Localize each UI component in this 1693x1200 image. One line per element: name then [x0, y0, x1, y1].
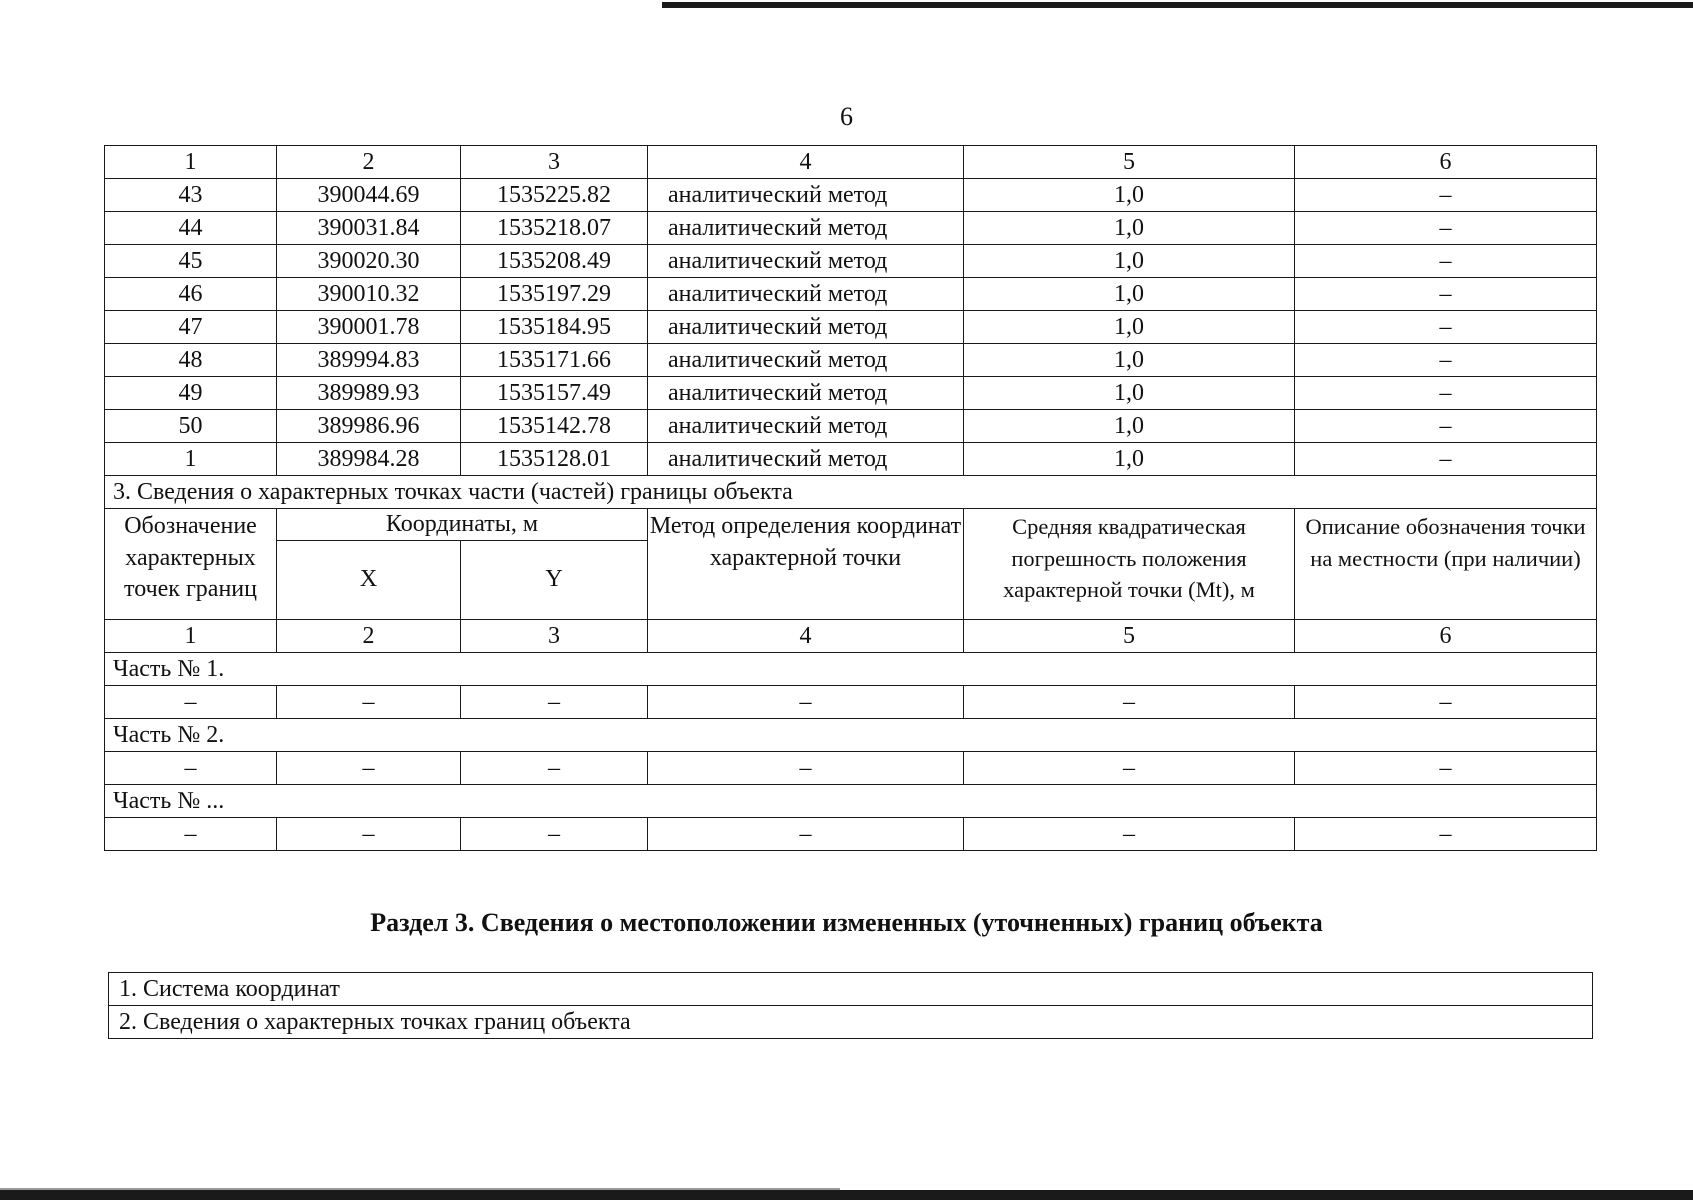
header-description: Описание обозначения точки на местности (при наличии) — [1295, 509, 1597, 620]
table-row — [105, 686, 1597, 719]
header-mt: Средняя квадратическая погрешность положения характерной точки (Mt), м — [964, 509, 1295, 620]
point-number: 50 — [105, 410, 277, 443]
part-cell: – — [1295, 686, 1597, 719]
point-number: 1 — [105, 443, 277, 476]
section-title: 3. Сведения о характерных точках части (частей) границы объекта — [105, 476, 1597, 509]
column-number: 5 — [964, 620, 1295, 653]
table-row — [105, 410, 1597, 443]
error-mt: 1,0 — [964, 344, 1295, 377]
coord-x: 389984.28 — [277, 443, 461, 476]
part-label: Часть № 2. — [105, 719, 1597, 752]
part-cell: – — [648, 686, 964, 719]
column-number: 4 — [648, 146, 964, 179]
error-mt: 1,0 — [964, 443, 1295, 476]
table-row — [105, 179, 1597, 212]
error-mt: 1,0 — [964, 179, 1295, 212]
point-number: 46 — [105, 278, 277, 311]
part-cell: – — [964, 752, 1295, 785]
coord-y: 1535171.66 — [461, 344, 648, 377]
column-numbers-row — [105, 620, 1597, 653]
header-coordinates: Координаты, м — [277, 509, 648, 541]
coord-y: 1535128.01 — [461, 443, 648, 476]
part-cell: – — [105, 686, 277, 719]
part-cell: – — [964, 686, 1295, 719]
column-number: 6 — [1295, 620, 1597, 653]
column-number: 3 — [461, 146, 648, 179]
part-cell: – — [1295, 818, 1597, 851]
error-mt: 1,0 — [964, 278, 1295, 311]
column-number: 1 — [105, 146, 277, 179]
part-cell: – — [461, 686, 648, 719]
header-x: X — [277, 541, 461, 620]
method: аналитический метод — [648, 179, 964, 212]
method: аналитический метод — [648, 311, 964, 344]
description: – — [1295, 245, 1597, 278]
error-mt: 1,0 — [964, 245, 1295, 278]
boundary-points-row: 2. Сведения о характерных точках границ объекта — [109, 1006, 1593, 1039]
point-number: 48 — [105, 344, 277, 377]
coord-x: 390001.78 — [277, 311, 461, 344]
page-number: 6 — [840, 102, 853, 131]
table-row — [105, 752, 1597, 785]
coord-x: 389994.83 — [277, 344, 461, 377]
part-cell: – — [461, 818, 648, 851]
method: аналитический метод — [648, 410, 964, 443]
part-label-row — [105, 653, 1597, 686]
table-row — [105, 443, 1597, 476]
coord-y: 1535157.49 — [461, 377, 648, 410]
table-row — [105, 818, 1597, 851]
part-cell: – — [648, 818, 964, 851]
part-cell: – — [648, 752, 964, 785]
coord-y: 1535218.07 — [461, 212, 648, 245]
part-cell: – — [964, 818, 1295, 851]
part-cell: – — [105, 818, 277, 851]
point-number: 49 — [105, 377, 277, 410]
part-label: Часть № ... — [105, 785, 1597, 818]
scan-edge-bottom — [0, 1190, 1693, 1200]
table-row — [105, 278, 1597, 311]
coordinate-system-row: 1. Система координат — [109, 973, 1593, 1006]
coord-x: 389989.93 — [277, 377, 461, 410]
part-cell: – — [277, 686, 461, 719]
table-row — [105, 344, 1597, 377]
coord-y: 1535184.95 — [461, 311, 648, 344]
coordinates-table — [104, 145, 1597, 851]
coord-y: 1535197.29 — [461, 278, 648, 311]
description: – — [1295, 344, 1597, 377]
coord-y: 1535208.49 — [461, 245, 648, 278]
description: – — [1295, 278, 1597, 311]
description: – — [1295, 212, 1597, 245]
part-cell: – — [461, 752, 648, 785]
section-row — [105, 476, 1597, 509]
scan-edge-top — [662, 2, 1693, 8]
header-method: Метод определения координат характерной точки — [648, 509, 964, 620]
column-number: 1 — [105, 620, 277, 653]
point-number: 44 — [105, 212, 277, 245]
part-cell: – — [277, 752, 461, 785]
column-number: 4 — [648, 620, 964, 653]
part-label: Часть № 1. — [105, 653, 1597, 686]
method: аналитический метод — [648, 344, 964, 377]
coord-x: 390010.32 — [277, 278, 461, 311]
method: аналитический метод — [648, 377, 964, 410]
header-designation: Обозначение характерных точек границ — [105, 509, 277, 620]
table-row — [105, 311, 1597, 344]
error-mt: 1,0 — [964, 311, 1295, 344]
description: – — [1295, 443, 1597, 476]
point-number: 45 — [105, 245, 277, 278]
header-y: Y — [461, 541, 648, 620]
error-mt: 1,0 — [964, 377, 1295, 410]
section3-table — [108, 972, 1593, 1039]
point-number: 43 — [105, 179, 277, 212]
table-row — [105, 245, 1597, 278]
description: – — [1295, 311, 1597, 344]
column-number: 6 — [1295, 146, 1597, 179]
point-number: 47 — [105, 311, 277, 344]
coord-x: 390044.69 — [277, 179, 461, 212]
parts-header-row — [105, 509, 1597, 541]
table-row — [105, 377, 1597, 410]
part-cell: – — [277, 818, 461, 851]
description: – — [1295, 377, 1597, 410]
column-number: 3 — [461, 620, 648, 653]
coord-y: 1535142.78 — [461, 410, 648, 443]
method: аналитический метод — [648, 245, 964, 278]
column-number: 5 — [964, 146, 1295, 179]
coord-x: 389986.96 — [277, 410, 461, 443]
table-row — [109, 973, 1593, 1006]
table-row — [109, 1006, 1593, 1039]
method: аналитический метод — [648, 278, 964, 311]
part-cell: – — [1295, 752, 1597, 785]
description: – — [1295, 410, 1597, 443]
column-numbers-row — [105, 146, 1597, 179]
coord-x: 390031.84 — [277, 212, 461, 245]
column-number: 2 — [277, 620, 461, 653]
coord-x: 390020.30 — [277, 245, 461, 278]
column-number: 2 — [277, 146, 461, 179]
error-mt: 1,0 — [964, 410, 1295, 443]
coord-y: 1535225.82 — [461, 179, 648, 212]
method: аналитический метод — [648, 212, 964, 245]
method: аналитический метод — [648, 443, 964, 476]
table-row — [105, 212, 1597, 245]
part-label-row — [105, 785, 1597, 818]
description: – — [1295, 179, 1597, 212]
part-label-row — [105, 719, 1597, 752]
error-mt: 1,0 — [964, 212, 1295, 245]
section3-title: Раздел 3. Сведения о местоположении измененных (уточненных) границ объекта — [370, 908, 1323, 937]
part-cell: – — [105, 752, 277, 785]
